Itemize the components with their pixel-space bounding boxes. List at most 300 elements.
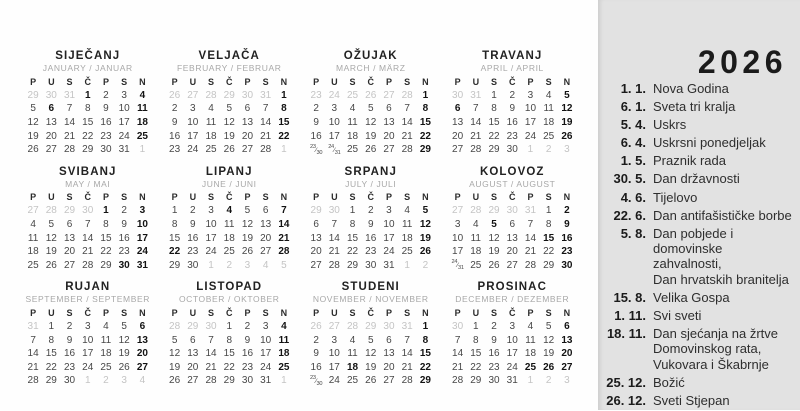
day-cell: 21	[82, 246, 94, 258]
day-cell: 3	[509, 321, 516, 333]
day-cell: 14	[82, 232, 94, 244]
day-cell: 13	[561, 334, 573, 346]
day-cell: 22	[82, 130, 94, 142]
day-cell: 19	[169, 361, 181, 373]
day-cell: 27	[383, 89, 395, 101]
weekday-label: S	[262, 192, 269, 203]
day-cell: 7	[331, 219, 338, 231]
week-row	[307, 116, 435, 130]
weekday-label: S	[404, 76, 411, 87]
day-cell: 28	[328, 259, 340, 271]
week-row	[166, 89, 294, 103]
day-cell: 13	[45, 117, 57, 129]
day-cell: 6	[66, 219, 73, 231]
day-cell: 28	[452, 375, 464, 387]
day-cell: 26	[45, 259, 57, 271]
week-row	[24, 347, 152, 361]
day-cell: 22	[100, 246, 112, 258]
day-cell: 14	[452, 348, 464, 360]
day-cell: 5	[171, 334, 178, 346]
day-cell: 12	[419, 219, 431, 231]
holiday-name	[653, 326, 778, 372]
holiday-name	[653, 393, 730, 408]
month-rujan	[24, 281, 152, 388]
day-cell: 22	[45, 361, 57, 373]
holiday-name-line: Praznik rada	[653, 153, 726, 169]
month-title: LIPANJ	[205, 165, 253, 178]
month-subtitle: MARCH / MÄRZ	[335, 63, 406, 73]
split-day: $^{23}⁄_{30}$	[309, 374, 323, 387]
weekday-label: S	[66, 76, 73, 87]
weekday-label: U	[48, 76, 55, 87]
day-cell: 30	[100, 144, 112, 156]
week-row	[307, 89, 435, 103]
weekday-label: P	[527, 192, 534, 203]
day-cell: 26	[365, 375, 377, 387]
day-cell: 5	[491, 219, 497, 231]
day-cell: 19	[365, 361, 377, 373]
day-cell: 27	[27, 205, 39, 217]
month-title: RUJAN	[65, 281, 111, 294]
month-prosinac	[449, 281, 577, 388]
day-cell: 17	[506, 348, 518, 360]
holiday-entry	[598, 226, 794, 287]
week-row	[166, 361, 294, 375]
day-cell: 27	[452, 205, 464, 217]
day-cell: 12	[488, 232, 500, 244]
day-cell: 25	[543, 130, 555, 142]
day-cell: 9	[244, 334, 251, 346]
weekday-label: Č	[84, 192, 91, 203]
day-cell: 2	[545, 144, 552, 156]
weekday-label: S	[491, 76, 498, 87]
weekday-label: P	[171, 307, 178, 318]
split-day: $^{24}⁄_{31}$	[451, 259, 464, 272]
day-cell: 3	[121, 89, 127, 101]
week-row	[166, 204, 294, 218]
holiday-entry	[598, 190, 794, 205]
day-cell: 19	[488, 246, 500, 258]
week-row	[449, 89, 577, 103]
day-cell: 24	[82, 361, 94, 373]
day-cell: 4	[404, 205, 410, 217]
day-cell: 26	[488, 259, 500, 271]
day-cell: 11	[470, 232, 481, 244]
holiday-date: 22. 6.	[613, 207, 646, 223]
day-cell: 6	[386, 103, 392, 115]
day-cell: 2	[226, 259, 233, 271]
day-cell: 3	[331, 103, 338, 115]
weekday-label: S	[545, 192, 552, 203]
day-cell: 25	[27, 259, 39, 271]
day-cell: 11	[27, 232, 39, 244]
weekday-label: U	[472, 307, 480, 318]
day-cell: 1	[422, 321, 429, 333]
day-cell: 20	[310, 246, 322, 258]
day-cell: 16	[310, 361, 322, 373]
weekday-header-row	[307, 306, 435, 320]
day-cell: 12	[365, 348, 377, 360]
day-cell: 27	[241, 144, 254, 156]
day-cell: 28	[45, 205, 57, 217]
holiday-name-line: Dan hrvatskih branitelja	[653, 271, 789, 287]
holiday-entry	[598, 81, 794, 96]
day-cell: 28	[278, 246, 290, 258]
week-row	[307, 374, 435, 388]
week-row	[449, 116, 577, 130]
day-cell: 14	[470, 117, 482, 129]
day-cell: 4	[139, 375, 146, 387]
day-cell: 18	[346, 361, 359, 373]
weekday-label: S	[66, 307, 73, 318]
day-cell: 24	[187, 144, 199, 156]
day-cell: 16	[100, 117, 112, 129]
holiday-name-line: Dan državnosti	[653, 171, 740, 187]
holiday-date: 1. 11.	[614, 307, 646, 323]
day-cell: 5	[367, 334, 374, 346]
day-cell: 12	[561, 103, 573, 115]
day-cell: 3	[564, 144, 570, 156]
week-row	[307, 259, 435, 273]
week-row	[166, 143, 294, 157]
day-cell: 12	[45, 232, 57, 244]
months-grid	[24, 50, 576, 388]
day-cell: 1	[281, 89, 287, 101]
day-cell: 11	[205, 117, 217, 129]
day-cell: 28	[27, 375, 39, 387]
day-cell: 28	[205, 89, 217, 101]
month-listopad	[166, 281, 294, 388]
day-cell: 18	[470, 246, 482, 258]
day-cell: 2	[491, 321, 497, 333]
month-subtitle: JUNE / JUNI	[201, 178, 257, 189]
day-cell: 18	[100, 348, 112, 360]
week-row	[307, 204, 435, 218]
day-cell: 25	[524, 361, 537, 373]
day-cell: 23	[169, 144, 181, 156]
week-row	[449, 218, 577, 232]
day-cell: 18	[136, 117, 148, 129]
weekday-label: S	[545, 76, 552, 87]
holiday-name-line: Dan sjećanja na žrtve	[653, 325, 779, 341]
day-cell: 9	[509, 103, 516, 115]
day-cell: 28	[205, 375, 217, 387]
week-row	[307, 347, 435, 361]
day-cell: 5	[281, 259, 287, 271]
day-cell: 10	[82, 334, 94, 346]
day-cell: 19	[365, 130, 377, 142]
holiday-date: 15. 8.	[613, 289, 646, 305]
month-subtitle: JANUARY / JANUAR	[42, 63, 133, 73]
day-cell: 21	[328, 246, 340, 258]
day-cell: 26	[419, 246, 431, 258]
day-cell: 27	[383, 375, 395, 387]
day-cell: 28	[346, 321, 359, 333]
day-cell: 15	[82, 117, 94, 129]
weekday-label: Č	[508, 192, 516, 203]
weekday-label: P	[313, 192, 320, 203]
day-cell: 3	[190, 103, 196, 115]
holiday-name	[653, 375, 685, 390]
week-row	[449, 102, 577, 116]
day-cell: 4	[473, 219, 479, 231]
day-cell: 30	[118, 259, 130, 271]
weekday-label: P	[454, 76, 461, 87]
day-cell: 30	[365, 259, 377, 271]
weekday-label: U	[48, 192, 55, 203]
day-cell: 17	[328, 130, 340, 142]
holiday-name-line: Sveti Stjepan	[653, 392, 730, 408]
day-cell: 26	[27, 144, 39, 156]
day-cell: 2	[66, 321, 73, 333]
day-cell: 2	[313, 334, 319, 346]
day-cell: 3	[262, 321, 269, 333]
month-srpanj	[307, 166, 435, 273]
day-cell: 1	[208, 259, 214, 271]
day-cell: 2	[367, 205, 374, 217]
weekday-label: P	[385, 307, 392, 318]
day-cell: 1	[281, 144, 287, 156]
holiday-date: 25. 12.	[606, 374, 646, 390]
day-cell: 25	[346, 375, 359, 387]
day-cell: 22	[419, 361, 431, 373]
month-svibanj	[24, 166, 152, 273]
day-cell: 5	[367, 103, 374, 115]
day-cell: 13	[63, 232, 76, 244]
weekday-label: P	[171, 76, 178, 87]
day-cell: 30	[45, 89, 57, 101]
holiday-entry	[598, 153, 794, 168]
day-cell: 2	[509, 89, 516, 101]
day-cell: 2	[103, 89, 109, 101]
holiday-name	[653, 208, 792, 223]
weekday-header-row	[24, 306, 152, 320]
day-cell: 12	[241, 219, 254, 231]
day-cell: 11	[525, 334, 536, 346]
day-cell: 26	[241, 246, 254, 258]
holiday-entry	[598, 99, 794, 114]
week-row	[449, 231, 577, 245]
day-cell: 6	[454, 103, 461, 115]
weekday-label: U	[331, 76, 338, 87]
day-cell: 15	[488, 117, 500, 129]
month-title: SRPANJ	[344, 165, 397, 178]
day-cell: 20	[506, 246, 518, 258]
day-cell: 1	[171, 205, 178, 217]
holiday-name-line: Tijelovo	[653, 189, 698, 205]
day-cell: 31	[27, 321, 39, 333]
week-row	[24, 320, 152, 334]
day-cell: 31	[470, 89, 482, 101]
day-cell: 16	[241, 348, 254, 360]
month-title: STUDENI	[341, 281, 400, 294]
day-cell: 6	[190, 334, 196, 346]
day-cell: 22	[169, 246, 181, 258]
day-cell: 18	[401, 232, 413, 244]
day-cell: 4	[281, 321, 287, 333]
holiday-sidebar	[598, 0, 800, 410]
day-cell: 26	[310, 321, 322, 333]
holiday-name	[653, 290, 730, 305]
weekday-label: P	[30, 307, 37, 318]
weekday-label: N	[139, 76, 146, 87]
day-cell: 16	[310, 130, 322, 142]
day-cell: 16	[169, 130, 181, 142]
weekday-label: U	[189, 76, 197, 87]
day-cell: 17	[452, 246, 464, 258]
day-cell: 4	[349, 103, 356, 115]
day-cell: 7	[473, 103, 479, 115]
day-cell: 21	[401, 361, 413, 373]
day-cell: 30	[452, 321, 464, 333]
day-cell: 3	[208, 205, 214, 217]
day-cell: 8	[281, 103, 287, 115]
weekday-label: U	[331, 307, 338, 318]
day-cell: 1	[527, 144, 534, 156]
day-cell: 13	[506, 232, 518, 244]
day-cell: 1	[349, 205, 356, 217]
week-row	[24, 245, 152, 259]
week-row	[307, 333, 435, 347]
day-cell: 22	[346, 246, 359, 258]
day-cell: 12	[27, 117, 39, 129]
weekday-label: N	[139, 192, 146, 203]
day-cell: 20	[383, 130, 395, 142]
weekday-header-row	[166, 306, 294, 320]
month-subtitle: SEPTEMBER / SEPTEMBER	[25, 294, 151, 305]
day-cell: 13	[452, 117, 464, 129]
day-cell: 8	[422, 334, 429, 346]
day-cell: 12	[118, 334, 130, 346]
day-cell: 14	[328, 232, 340, 244]
day-cell: 21	[63, 130, 76, 142]
day-cell: 6	[48, 103, 55, 115]
day-cell: 15	[169, 232, 181, 244]
weekday-label: Č	[367, 192, 374, 203]
day-cell: 18	[205, 130, 217, 142]
day-cell: 29	[169, 259, 181, 271]
day-cell: 11	[347, 117, 358, 129]
day-cell: 8	[171, 219, 178, 231]
day-cell: 27	[452, 144, 464, 156]
week-row	[24, 89, 152, 103]
day-cell: 29	[419, 144, 431, 156]
day-cell: 15	[223, 348, 235, 360]
day-cell: 30	[506, 205, 518, 217]
day-cell: 11	[100, 334, 112, 346]
day-cell: 11	[347, 348, 358, 360]
weekday-label: P	[244, 192, 251, 203]
weekday-label: U	[189, 192, 197, 203]
day-cell: 11	[543, 103, 554, 115]
week-row	[166, 218, 294, 232]
day-cell: 28	[401, 375, 413, 387]
day-cell: 2	[313, 103, 319, 115]
day-cell: 17	[328, 361, 340, 373]
day-cell: 20	[383, 361, 395, 373]
weekday-label: S	[491, 307, 498, 318]
day-cell: 8	[545, 219, 552, 231]
weekday-label: P	[527, 307, 534, 318]
day-cell: 28	[82, 259, 94, 271]
holiday-name-line: Nova Godina	[653, 81, 729, 96]
day-cell: 29	[488, 144, 500, 156]
day-cell: 28	[401, 144, 413, 156]
day-cell: 28	[63, 144, 76, 156]
day-cell: 6	[509, 219, 516, 231]
day-cell: 4	[30, 219, 36, 231]
weekday-label: P	[454, 192, 461, 203]
day-cell: 10	[205, 219, 217, 231]
day-cell: 21	[470, 130, 482, 142]
day-cell: 15	[278, 117, 290, 129]
weekday-label: S	[349, 192, 356, 203]
day-cell: 23	[241, 361, 254, 373]
day-cell: 5	[564, 89, 570, 101]
day-cell: 17	[136, 232, 148, 244]
day-cell: 13	[136, 334, 148, 346]
day-cell: 7	[404, 103, 410, 115]
day-cell: 8	[422, 103, 429, 115]
day-cell: 10	[118, 103, 130, 115]
month-ozujak	[307, 50, 435, 157]
day-cell: 17	[187, 130, 199, 142]
day-cell: 30	[452, 89, 464, 101]
week-row	[166, 245, 294, 259]
day-cell: 8	[473, 334, 479, 346]
holiday-date: 4. 6.	[620, 189, 646, 205]
day-cell: 15	[100, 232, 112, 244]
day-cell: 28	[470, 205, 482, 217]
day-cell: 22	[223, 361, 235, 373]
weekday-label: S	[404, 307, 411, 318]
day-cell: 29	[543, 259, 555, 271]
day-cell: 21	[452, 361, 464, 373]
month-sijecanj	[24, 50, 152, 157]
weekday-label: Č	[225, 307, 233, 318]
day-cell: 3	[527, 89, 534, 101]
day-cell: 15	[45, 348, 57, 360]
day-cell: 30	[205, 321, 217, 333]
day-cell: 2	[171, 103, 178, 115]
month-subtitle: OCTOBER / OKTOBER	[178, 294, 280, 305]
day-cell: 26	[169, 375, 181, 387]
weekday-label: S	[121, 192, 128, 203]
holiday-date: 6. 1.	[620, 99, 646, 115]
day-cell: 16	[506, 117, 518, 129]
month-studeni	[307, 281, 435, 388]
day-cell: 21	[278, 232, 290, 244]
day-cell: 30	[241, 375, 254, 387]
day-cell: 29	[187, 321, 199, 333]
day-cell: 4	[545, 89, 552, 101]
weekday-header-row	[307, 75, 435, 89]
month-title: VELJAČA	[198, 50, 260, 62]
day-cell: 29	[346, 259, 359, 271]
week-row	[166, 320, 294, 334]
day-cell: 12	[365, 117, 377, 129]
week-row	[449, 333, 577, 347]
day-cell: 5	[226, 103, 233, 115]
day-cell	[307, 375, 325, 387]
month-title: TRAVANJ	[482, 50, 543, 62]
day-cell: 24	[205, 246, 217, 258]
day-cell: 4	[103, 321, 109, 333]
day-cell: 18	[278, 348, 290, 360]
day-cell: 14	[401, 117, 413, 129]
month-subtitle: MAY / MAI	[65, 178, 111, 189]
week-row	[307, 218, 435, 232]
